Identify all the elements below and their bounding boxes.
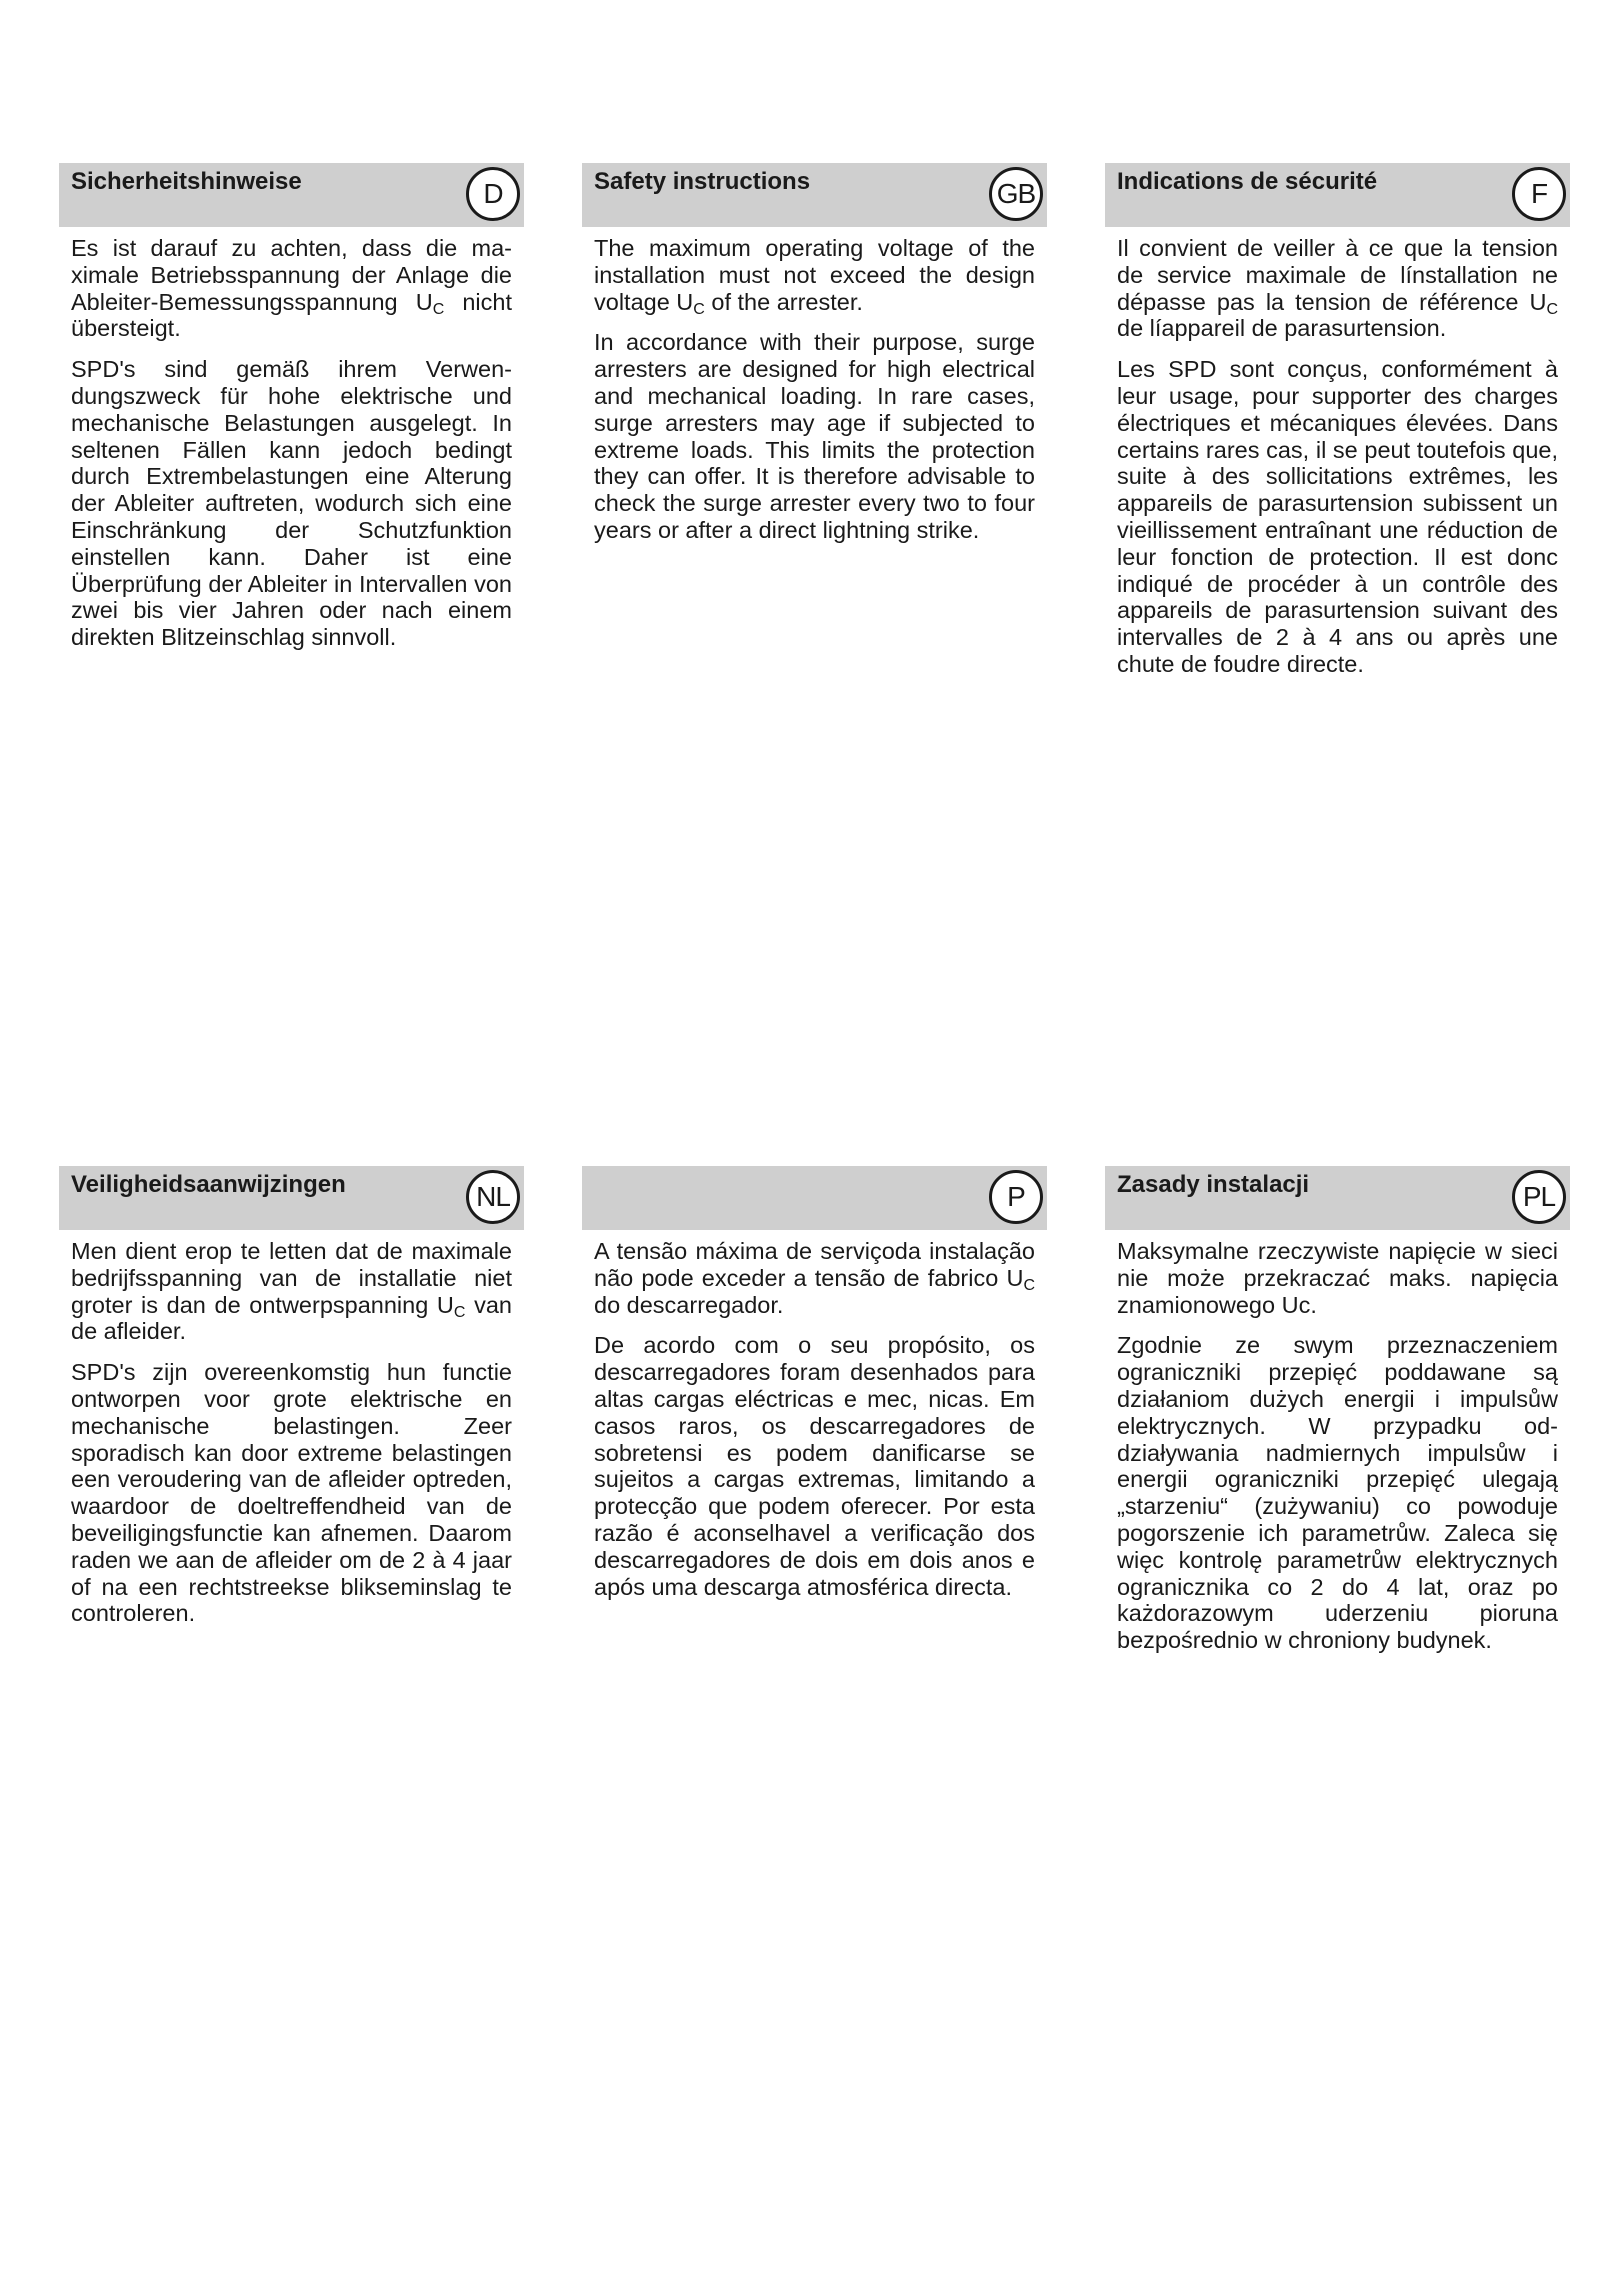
section-title: Zasady instalacji [1117,1171,1310,1198]
section-dutch [59,1166,524,1641]
section-header [1105,163,1570,227]
language-badge: P [989,1170,1043,1224]
language-badge: GB [989,167,1043,221]
section-header [1105,1166,1570,1230]
section-title: Veiligheidsaanwijzingen [71,1171,346,1198]
section-header [582,163,1047,227]
section-polish [1105,1166,1570,1668]
paragraph: SPD's zijn overeenkomstig hun functie ontworpen voor grote elektrische en mechanische belastingen. Zeer sporadisch kan door extreme belastingen een veroudering van de afleider optreden, waardoor de doeltreffendheid van de beveiligingsfunctie kan afnemen. Daarom raden we aan de afleider om de 2 à 4 jaar of na een rechtstreekse blikseminslag te controleren. [71,1359,512,1627]
section-body [1105,235,1570,678]
paragraph: SPD's sind gemäß ihrem Verwendungszweck für hohe elektrische und mechanische Belastungen ausgelegt. In seltenen Fällen kann jedoch bedingt durch Extrembelastungen eine Alterung der Ableiter auftreten, wodurch sich eine Einschränkung der Schutzfunktion einstellen kann. Daher ist eine Überprüfung der Ableiter in Intervallen von zwei bis vier Jahren oder nach einem direkten Blitzeinschlag sinnvoll. [71,356,512,651]
language-badge: D [466,167,520,221]
paragraph: Il convient de veiller à ce que la tension de service maximale de línstallation ne dépasse pas la tension de référence $U_C$ de líappareil de parasurtension. [1117,235,1558,342]
paragraph: Men dient erop te letten dat de maximale bedrijfsspanning van de installatie niet groter is dan de ontwerpspanning $U_C$ van de afleider. [71,1238,512,1345]
section-portuguese [582,1166,1047,1614]
section-title: Safety instructions [594,168,811,195]
section-body [582,235,1047,544]
section-header [59,163,524,227]
section-french [1105,163,1570,692]
section-german [59,163,524,665]
paragraph: Maksymalne rzeczywiste napięcie w sieci nie może przekraczać maks. napięcia znamionowego Uc. [1117,1238,1558,1318]
section-body [1105,1238,1570,1654]
section-title: Indications de sécurité [1117,168,1378,195]
paragraph: Les SPD sont conçus, conformément à leur usage, pour supporter des charges électriques et mécaniques élevées. Dans certains rares cas, il se peut toutefois que, suite à des sollicitations extrêmes, les appareils de parasurtension subissent un vieillissement entraînant une réduction de leur fonction de protection. Il est donc indiqué de procéder à un contrôle des appareils de parasurtension suivant des intervalles de 2 à 4 ans ou après une chute de foudre directe. [1117,356,1558,677]
section-body [59,1238,524,1627]
section-body [582,1238,1047,1600]
section-english [582,163,1047,558]
section-title: Sicherheitshinweise [71,168,302,195]
section-body [59,235,524,651]
paragraph: A tensão máxima de serviçoda instalação não pode exceder a tensão de fabrico $U_C$ do descarregador. [594,1238,1035,1318]
language-badge: NL [466,1170,520,1224]
language-badge: PL [1512,1170,1566,1224]
section-header [59,1166,524,1230]
paragraph: De acordo com o seu propósito, os descarregadores foram desenhados para altas cargas eléctricas e mec, nicas. Em casos raros, os descarregadores de sobretensi es podem danificarse se sujeitos a cargas extremas, limitando a protecção que podem oferecer. Por esta razão é aconselhavel a verificação dos descarregadores de dois em dois anos e após uma descarga atmosférica directa. [594,1332,1035,1600]
section-header [582,1166,1047,1230]
language-badge: F [1512,167,1566,221]
paragraph: In accordance with their purpose, surge arresters are designed for high electrical and mechanical loading. In rare cases, surge arresters may age if subjected to extreme loads. This limits the protection they can offer. It is therefore advisable to check the surge arrester every two to four years or after a direct lightning strike. [594,329,1035,543]
paragraph: Zgodnie ze swym przeznaczeniem ograniczniki przepięć poddawane są działaniom dużych energii i impulsůw elektrycznych. W przypadku oddziaływania nadmiernych impulsůw i energii ograniczniki przepięć ulegają „starzeniu“ (zużywaniu) co powoduje pogorszenie ich parametrůw. Zaleca się więc kontrolę parametrůw elektrycznych ogranicznika co 2 do 4 lat, oraz po każdorazowym uderzeniu pioruna bezpośrednio w chroniony budynek. [1117,1332,1558,1654]
paragraph: Es ist darauf zu achten, dass die maximale Betriebsspannung der Anlage die Ableiter-Bemessungsspannung $U_C$ nicht übersteigt. [71,235,513,342]
paragraph: The maximum operating voltage of the installation must not exceed the design voltage $U_C$ of the arrester. [594,235,1035,318]
